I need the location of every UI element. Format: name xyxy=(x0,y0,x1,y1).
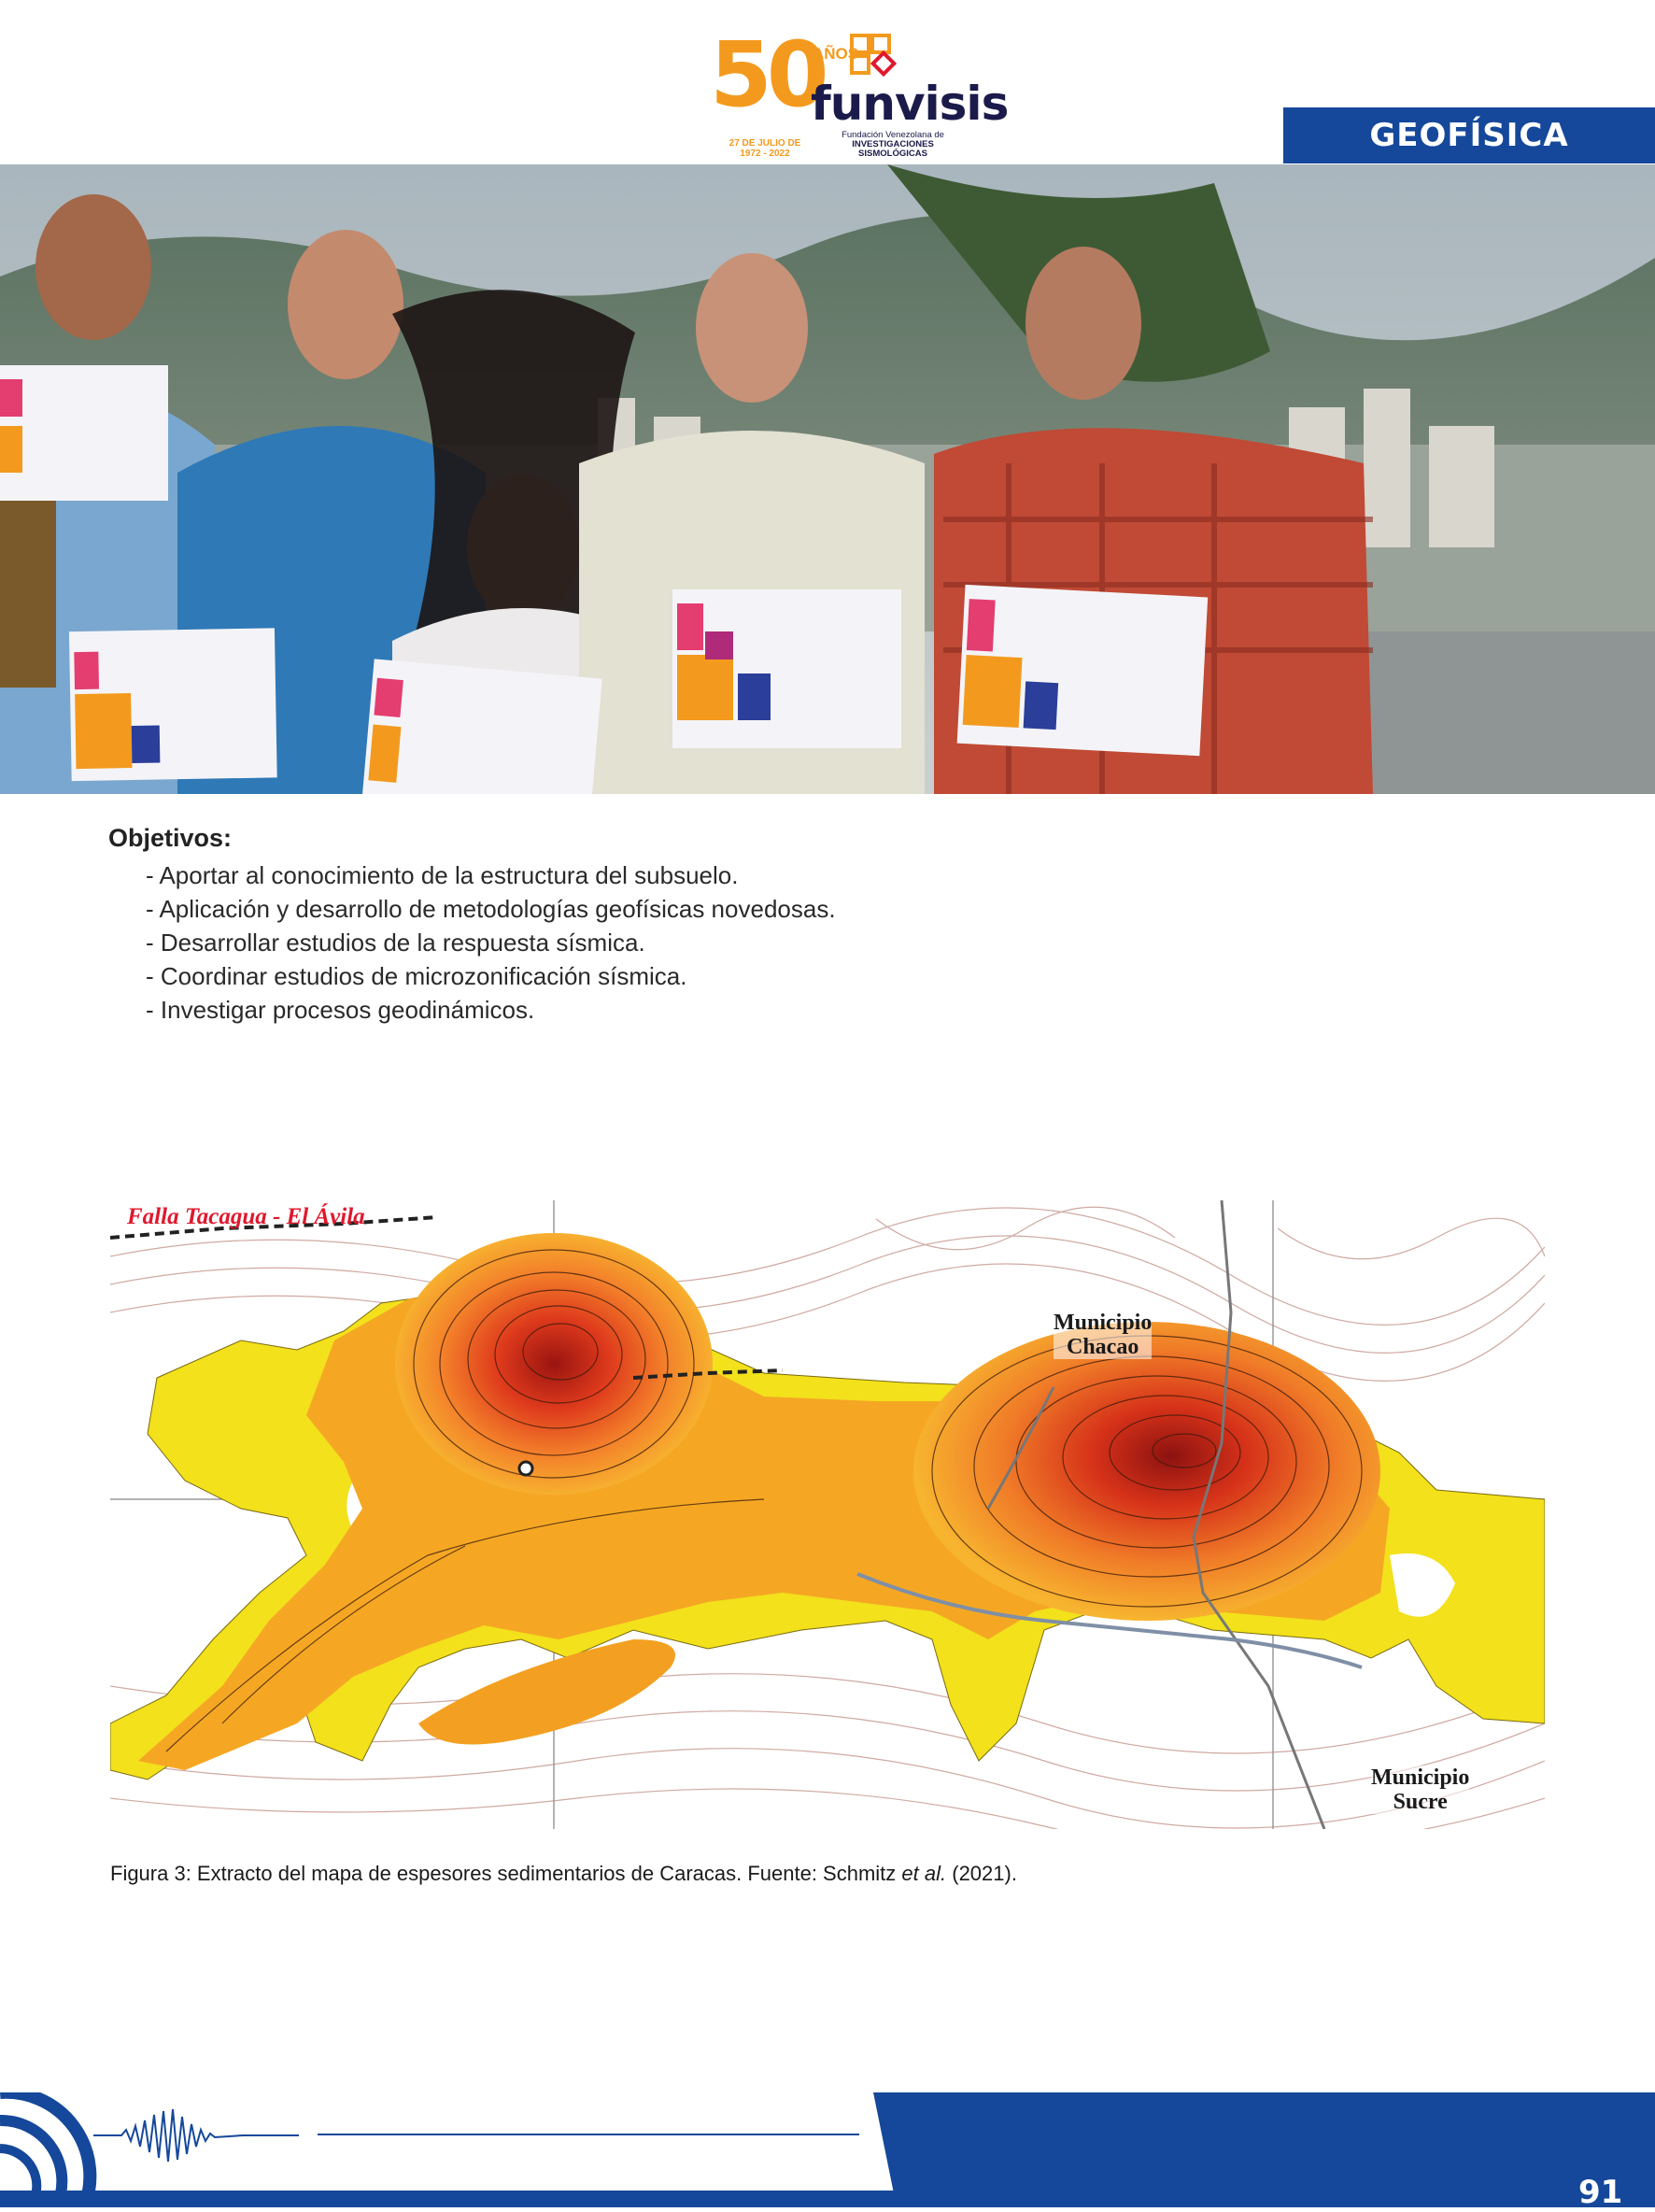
figure-caption xyxy=(110,1862,1017,1886)
page-footer xyxy=(0,2092,1655,2211)
logo-foundation xyxy=(828,131,958,159)
logo-date-line2: 1972 - 2022 xyxy=(740,149,790,159)
logo-foundation-line2: INVESTIGACIONES SISMOLÓGICAS xyxy=(852,139,934,159)
footer-graphic xyxy=(0,2092,1655,2211)
map-graphic xyxy=(110,1200,1545,1829)
objective-item: - Investigar procesos geodinámicos. xyxy=(146,993,1416,1027)
caption-suffix: (2021). xyxy=(946,1862,1017,1885)
objectives-title: Objetivos: xyxy=(108,824,233,852)
objective-item: - Desarrollar estudios de la respuesta sísmica. xyxy=(146,926,1416,959)
objectives-list xyxy=(108,858,1416,1027)
logo-anniversary-number: 50 xyxy=(710,22,824,127)
funvisis-50-logo xyxy=(710,22,1009,159)
logo-date-line1: 27 DE JULIO DE xyxy=(728,138,801,149)
logo-brand: funvisis xyxy=(811,77,1009,131)
logo-date xyxy=(723,138,807,159)
logo-anniversary-word: AÑOS xyxy=(813,45,859,63)
objective-item: - Coordinar estudios de microzonificación sísmica. xyxy=(146,959,1416,993)
group-photo-image xyxy=(0,164,1655,794)
section-tab: GEOFÍSICA xyxy=(1283,107,1655,163)
certificate-1 xyxy=(0,365,168,501)
seismogram-icon xyxy=(93,2109,299,2162)
caption-prefix: Figura 3: Extracto del mapa de espesores sedimentarios de Caracas. Fuente: Schmitz xyxy=(110,1862,902,1885)
logo-foundation-line1: Fundación Venezolana de xyxy=(842,130,944,140)
objective-item: - Aportar al conocimiento de la estructura del subsuelo. xyxy=(146,858,1416,892)
logo-squares-icon xyxy=(850,34,906,80)
caption-italic: et al. xyxy=(901,1862,947,1885)
sediment-thickness-map xyxy=(110,1200,1545,1829)
map-label-chacao-line1: Municipio xyxy=(1054,1311,1153,1335)
map-label-chacao-line2: Chacao xyxy=(1067,1335,1139,1359)
map-label-chacao xyxy=(1054,1311,1152,1359)
page-number: 91 xyxy=(1578,2174,1623,2211)
map-fault-label: Falla Tacagua - El Ávila xyxy=(127,1204,365,1229)
objectives-section xyxy=(108,824,1416,1027)
group-photo xyxy=(0,164,1655,794)
objective-item: - Aplicación y desarrollo de metodologías geofísicas novedosas. xyxy=(146,892,1416,926)
map-label-sucre xyxy=(1371,1765,1469,1814)
map-label-sucre-line1: Municipio xyxy=(1371,1765,1470,1790)
map-label-sucre-line2: Sucre xyxy=(1393,1790,1448,1814)
